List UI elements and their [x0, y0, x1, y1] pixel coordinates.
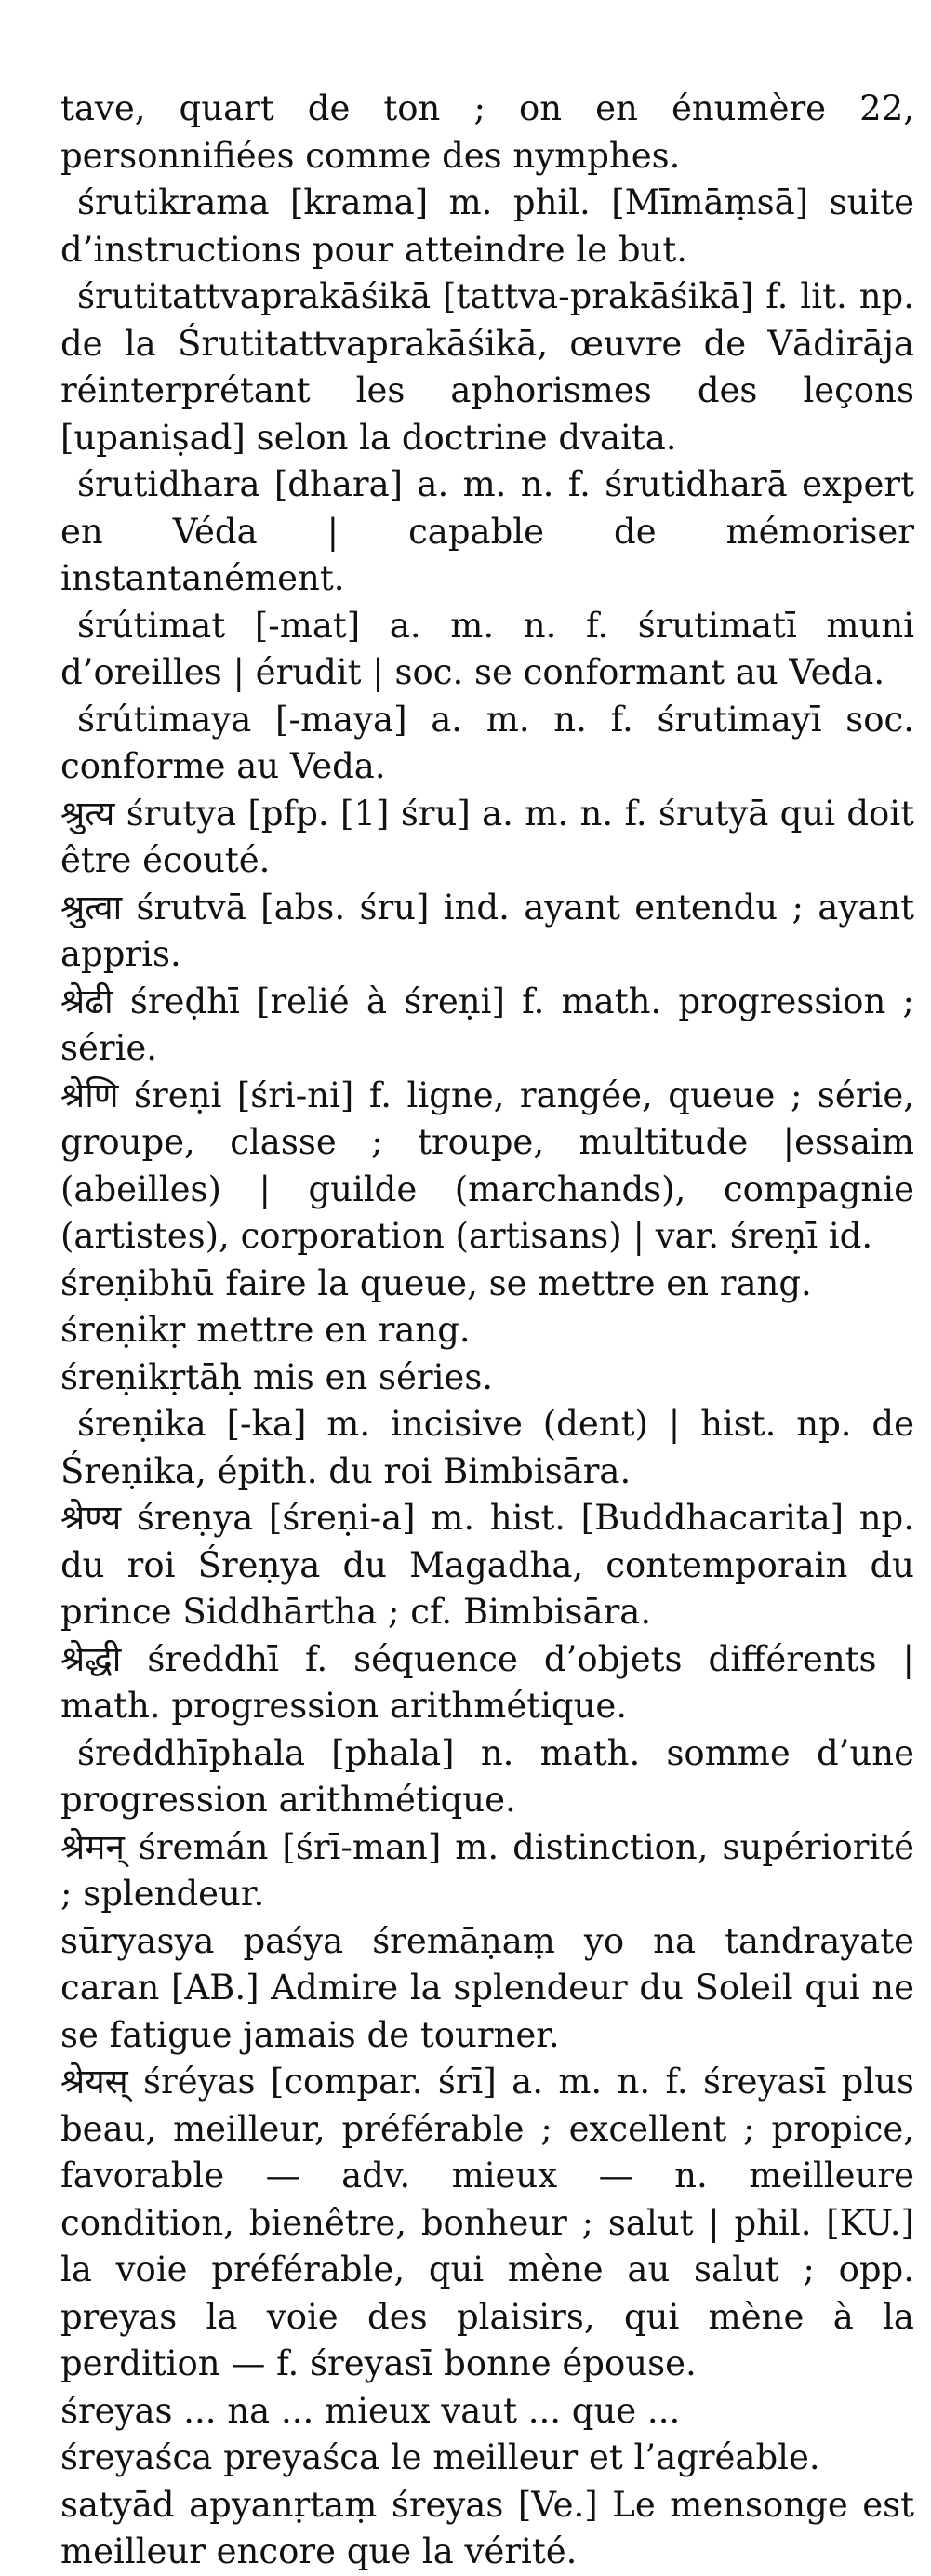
- entry-srutimaya: śrútimaya [-maya] a. m. n. f. śrutimayī soc. conforme au Veda.: [60, 699, 914, 786]
- entry-srenika: śreṇika [-ka] m. incisive (dent) | hist. np. de Śreṇika, épith. du roi Bimbisāra.: [60, 1404, 914, 1491]
- entry-sreddhiphala: średdhīphala [phala] n. math. somme d’une progression arithmétique.: [60, 1732, 914, 1820]
- entry-srutva: श्रुत्वा śrutvā [abs. śru] ind. ayant entendu ; ayant appris.: [60, 887, 914, 974]
- entry-sreyas: श्रेयस् śréyas [compar. śrī] a. m. n. f. śreyasī plus beau, meilleur, préférable ; excellent ; propice, favorable — adv. mieux — n. meilleure condition, bienêtre, bonheur ; salut | phil. [KU.] la voie préférable, qui mène au salut ; opp. preyas la voie des plaisirs, qui mène à la perdition — f. śreyasī bonne épouse.: [60, 2062, 914, 2383]
- entry-srutimat: śrútimat [-mat] a. m. n. f. śrutimatī muni d’oreilles | érudit | soc. se conformant au Veda.: [60, 605, 914, 692]
- entry-sreyasca-preyasca: śreyaśca preyaśca le meilleur et l’agréable.: [60, 2437, 820, 2477]
- entry-sreddhi: श्रेद्धी średdhī f. séquence d’objets différents | math. progression arithmétique.: [60, 1638, 914, 1726]
- entry-sreyas-na: śreyas ... na ... mieux vaut ... que ...: [60, 2390, 681, 2431]
- entry-quote-suryasya: sūryasya paśya śremāṇaṃ yo na tandrayate caran [AB.] Admire la splendeur du Soleil qui ne se fatigue jamais de tourner.: [60, 1920, 914, 2055]
- entry-continuation: tave, quart de ton ; on en énumère 22, personnifiées comme des nymphes.: [60, 88, 914, 176]
- entry-sreni: श्रेणि śreṇi [śri-ni] f. ligne, rangée, queue ; série, groupe, classe ; troupe, multitude |essaim (abeilles) | guilde (marchands), compagnie (artistes), corporation (artisans) | var. śreṇī id.: [60, 1074, 914, 1256]
- entry-srenya: श्रेण्य śreṇya [śreṇi-a] m. hist. [Buddhacarita] np. du roi Śreṇya du Magadha, contemporain du prince Siddhārtha ; cf. Bimbisāra.: [60, 1498, 914, 1632]
- entry-srutikrama: śrutikrama [krama] m. phil. [Mīmāṃsā] suite d’instructions pour atteindre le but.: [60, 182, 914, 270]
- entry-srutya: श्रुत्य śrutya [pfp. [1] śru] a. m. n. f. śrutyā qui doit être écouté.: [60, 793, 914, 880]
- entry-srenibhu: śreṇibhū faire la queue, se mettre en rang.: [60, 1262, 812, 1303]
- entry-sreman: श्रेमन् śremán [śrī-man] m. distinction, supériorité ; splendeur.: [60, 1826, 914, 1914]
- entry-srutidhara: śrutidhara [dhara] a. m. n. f. śrutidharā expert en Véda | capable de mémoriser instantanément.: [60, 464, 914, 598]
- entry-srenikr: śreṇikṛ mettre en rang.: [60, 1310, 471, 1350]
- entry-sredhi: श्रेढी śreḍhī [relié à śreṇi] f. math. progression ; série.: [60, 981, 914, 1068]
- entry-srenikrtah: śreṇikṛtāḥ mis en séries.: [60, 1356, 494, 1397]
- entry-quote-satyad: satyād apyanṛtaṃ śreyas [Ve.] Le mensonge est meilleur encore que la vérité.: [60, 2484, 914, 2571]
- entry-srutitattvaprakasika: śrutitattvaprakāśikā [tattva-prakāśikā] f. lit. np. de la Śrutitattvaprakāśikā, œuvre de Vādirāja réinterprétant les aphorismes des leçons [upaniṣad] selon la doctrine dvaita.: [60, 276, 914, 458]
